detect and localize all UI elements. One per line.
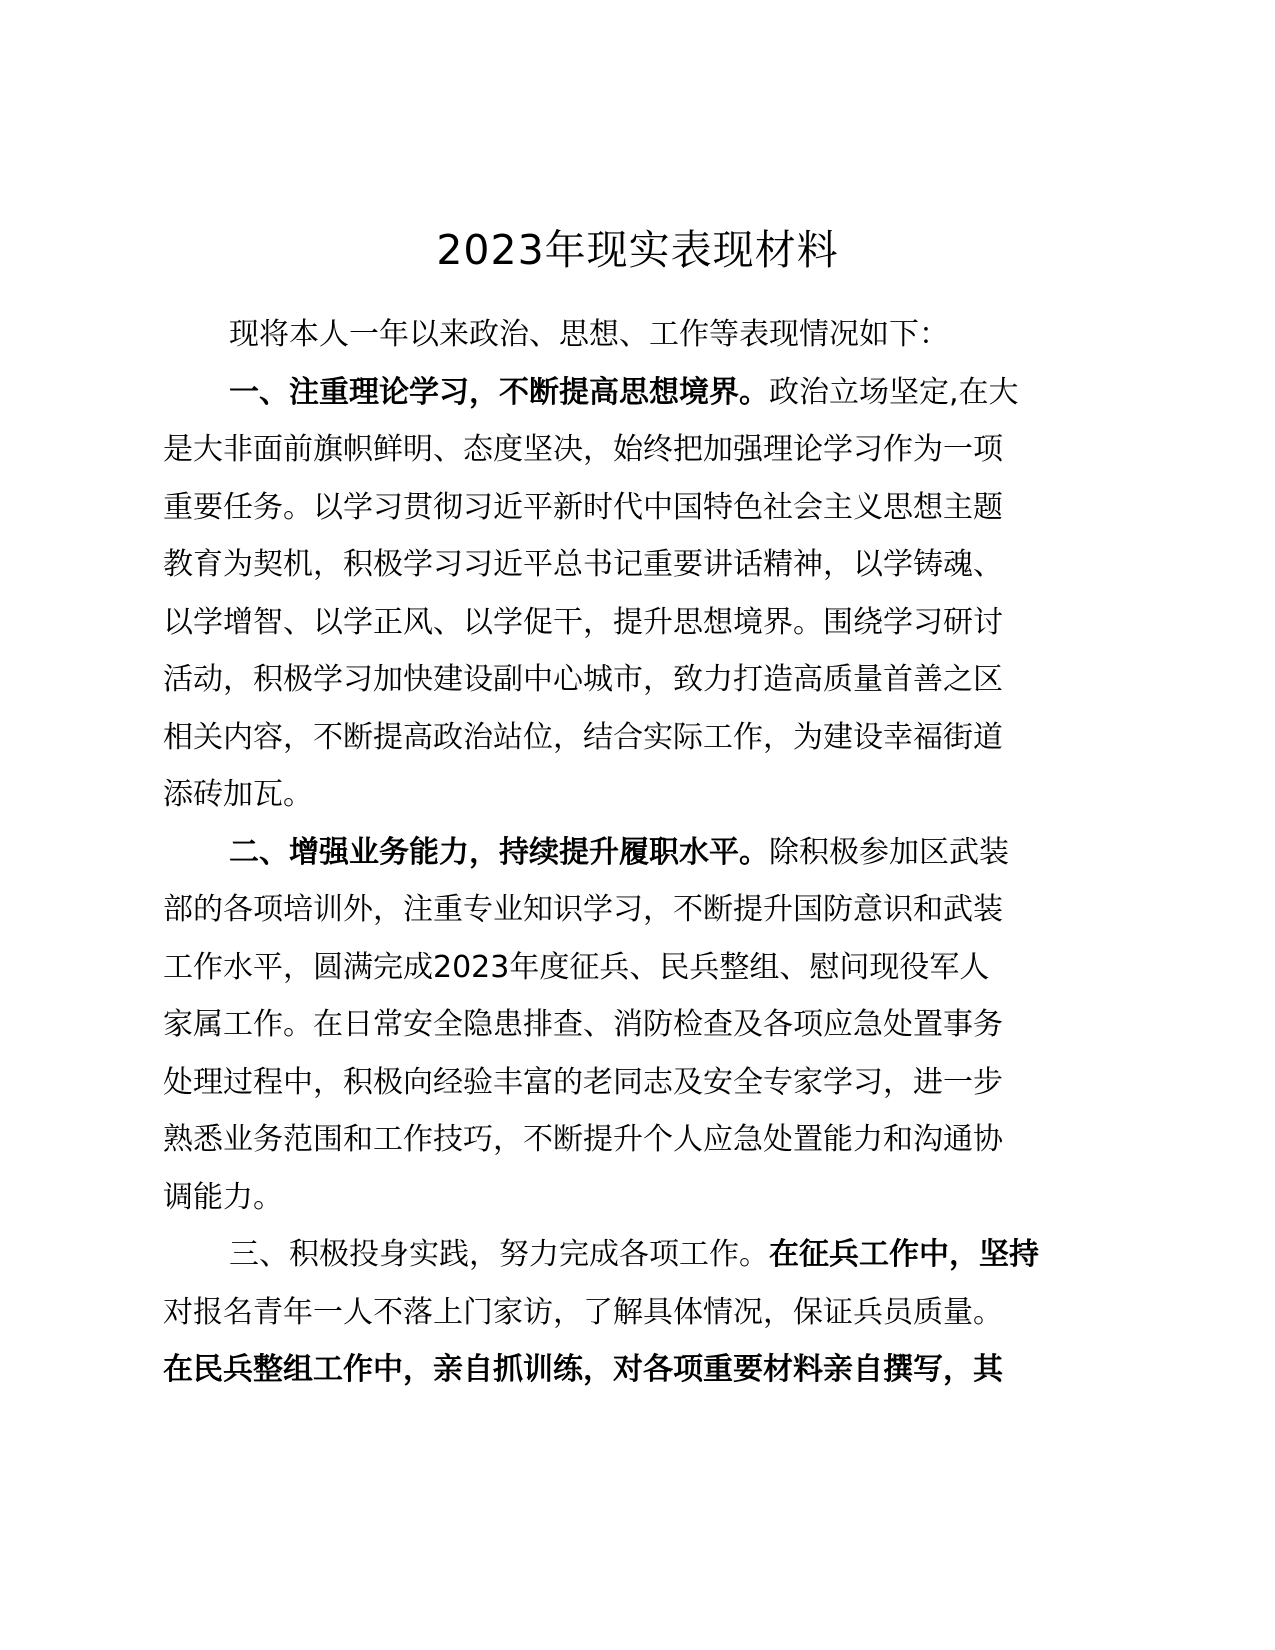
section2-first-line: [163, 824, 1098, 882]
section2-line-0: 除积极参加区武装: [769, 834, 1009, 870]
document-title: 2023年现实表现材料: [436, 226, 839, 274]
section3-first-line: [163, 1226, 1098, 1284]
section1-line-0: 政治立场坚定,在大: [769, 374, 1019, 410]
section3-line-2: 在民兵整组工作中，亲自抓训练，对各项重要材料亲自撰写，其: [163, 1352, 1003, 1387]
section1-first-line: [163, 364, 1098, 422]
section3-line-0: 在征兵工作中，坚持: [769, 1237, 1039, 1272]
section1-line-7: 添砖加瓦。: [163, 777, 313, 812]
section3-line-1: 对报名青年一人不落上门家访，了解具体情况，保证兵员质量。: [163, 1294, 1003, 1330]
section2-line-6: 调能力。: [163, 1179, 283, 1215]
section1-line-5: 活动，积极学习加快建设副中心城市，致力打造高质量首善之区: [163, 662, 1003, 697]
document-body: [163, 306, 1098, 1399]
section1-line-6: 相关内容，不断提高政治站位，结合实际工作，为建设幸福街道: [163, 719, 1003, 755]
section3-heading: 三、积极投身实践，努力完成各项工作。: [229, 1237, 769, 1272]
section1-heading: 一、注重理论学习，不断提高思想境界。: [229, 374, 769, 410]
section1-line-4: 以学增智、以学正风、以学促干，提升思想境界。围绕学习研讨: [163, 604, 1003, 640]
section1-line-1: 是大非面前旗帜鲜明、态度坚决，始终把加强理论学习作为一项: [163, 432, 1003, 467]
section1-line-2: 重要任务。以学习贯彻习近平新时代中国特色社会主义思想主题: [163, 489, 1003, 525]
section2-line-2: 工作水平，圆满完成2023年度征兵、民兵整组、慰问现役军人: [163, 949, 990, 985]
section2-line-4: 处理过程中，积极向经验丰富的老同志及安全专家学习，进一步: [163, 1064, 1003, 1100]
intro-paragraph: 现将本人一年以来政治、思想、工作等表现情况如下：: [229, 317, 949, 352]
section2-heading: 二、增强业务能力，持续提升履职水平。: [229, 834, 769, 870]
section2-line-5: 熟悉业务范围和工作技巧，不断提升个人应急处置能力和沟通协: [163, 1122, 1003, 1157]
section2-line-1: 部的各项培训外，注重专业知识学习，不断提升国防意识和武装: [163, 892, 1003, 927]
section1-line-3: 教育为契机，积极学习习近平总书记重要讲话精神，以学铸魂、: [163, 547, 1003, 582]
section2-line-3: 家属工作。在日常安全隐患排查、消防检查及各项应急处置事务: [163, 1007, 1003, 1042]
